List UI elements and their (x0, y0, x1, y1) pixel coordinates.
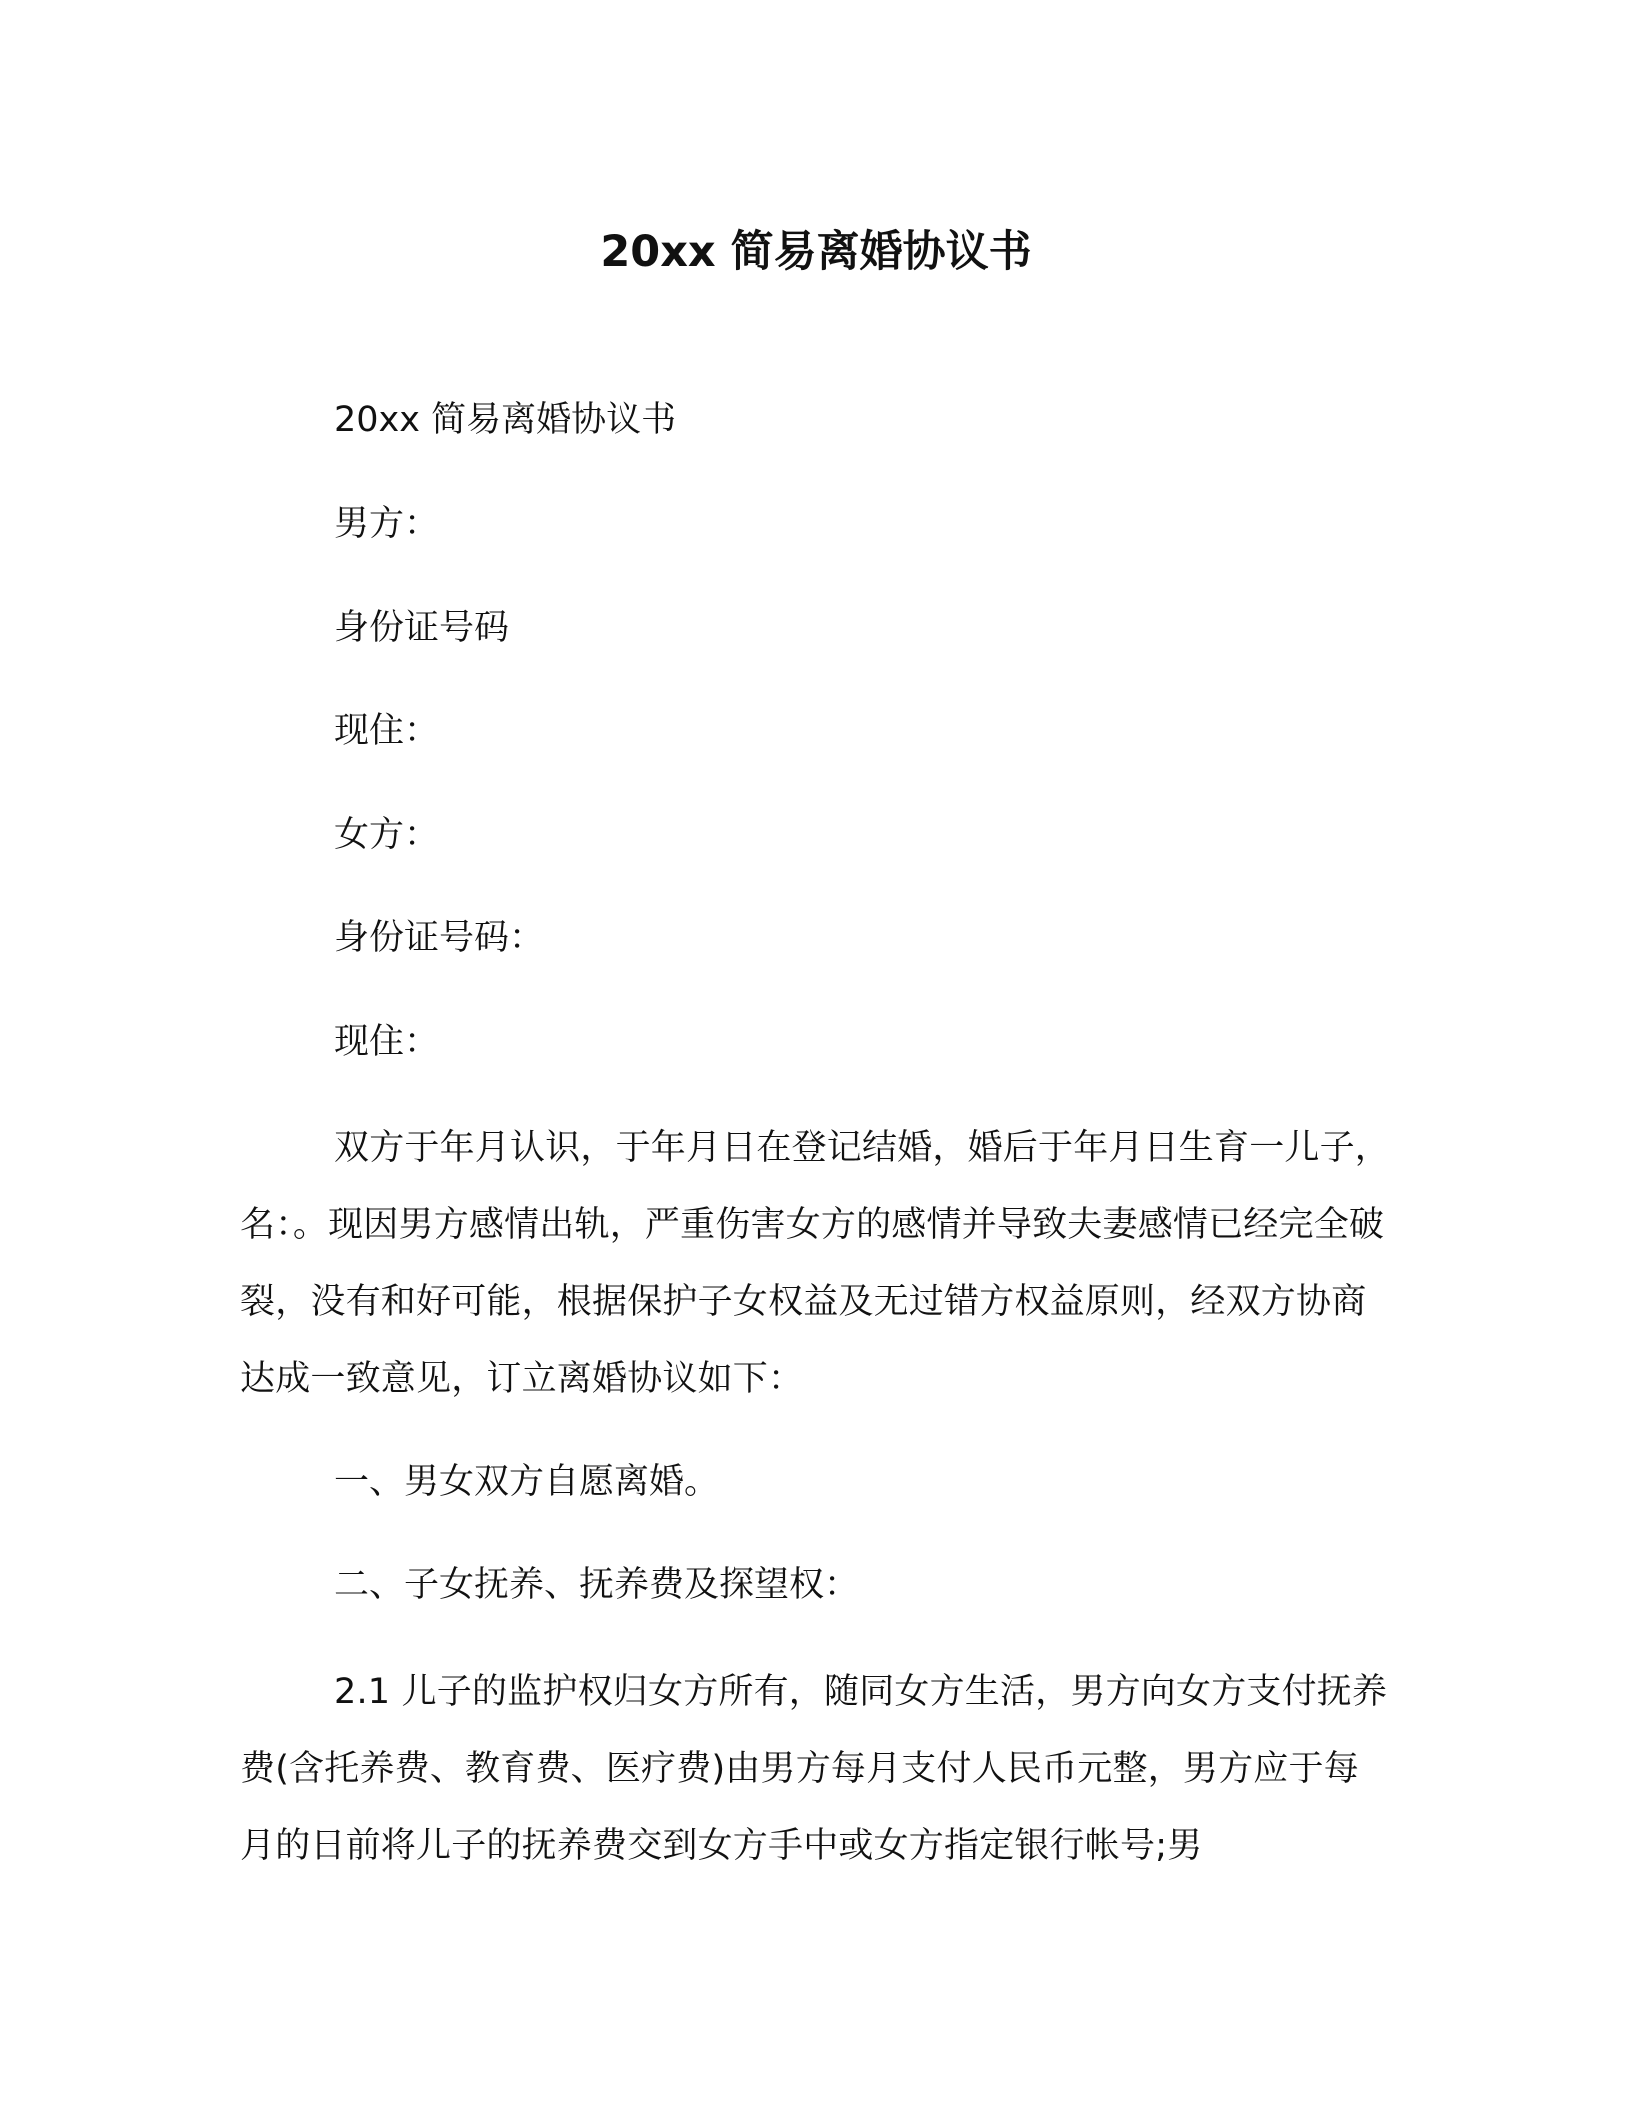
field-female-id: 身份证号码： (334, 918, 545, 958)
field-female: 女方： (334, 815, 440, 855)
clause-1: 一、男女双方自愿离婚。 (334, 1462, 720, 1502)
field-male: 男方： (334, 504, 440, 544)
clause-2: 二、子女抚养、抚养费及探望权： (334, 1565, 860, 1605)
field-female-address: 现住： (334, 1022, 440, 1062)
document-title: 20xx 简易离婚协议书 (600, 227, 1032, 277)
document-subtitle: 20xx 简易离婚协议书 (334, 400, 677, 440)
field-male-address: 现住： (334, 711, 440, 751)
clause-2-1: 2.1 儿子的监护权归女方所有，随同女方生活，男方向女方支付抚养费(含托养费、教育费、医疗费)由男方每月支付人民币元整，男方应于每月的日前将儿子的抚养费交到女方手中或女方指定银行帐号;男 (240, 1672, 1388, 1866)
intro-paragraph: 双方于年月认识，于年月日在登记结婚，婚后于年月日生育一儿子，名：。现因男方感情出轨，严重伤害女方的感情并导致夫妻感情已经完全破裂，没有和好可能，根据保护子女权益及无过错方权益原则，经双方协商达成一致意见，订立离婚协议如下： (240, 1128, 1391, 1399)
field-male-id: 身份证号码 (334, 608, 510, 648)
